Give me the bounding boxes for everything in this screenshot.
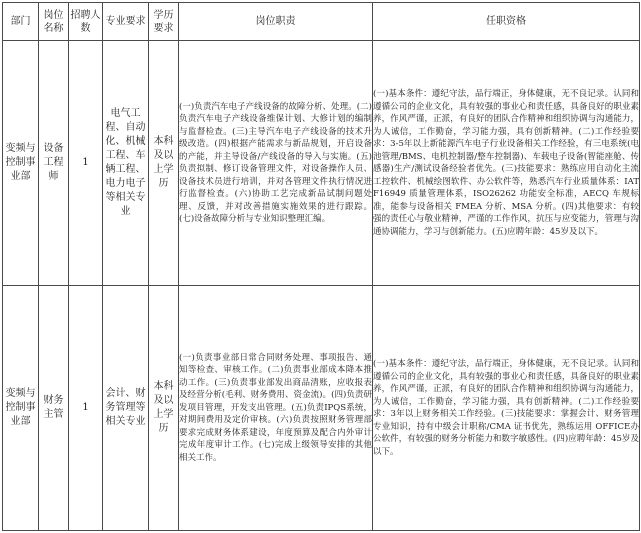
- header-requirements: 任职资格: [373, 3, 640, 41]
- cell-dept: 变频与控制事业部: [3, 41, 39, 286]
- cell-count: 1: [69, 286, 103, 531]
- cell-requirements: (一)基本条件：遵纪守法，品行端正，身体健康，无不良记录。认同和遵循公司的企业文化，具有较强的事业心和责任感，具备良好的职业素养，作风严谨，正派，有良好的团队合作精神和组织协调与沟通能力，为人诚信，工作勤奋，学习能力强，具有创新精神。(二)工作经验要求：3年以上财务相关工作经验。(三)技能要求：掌握会计、财务管理专业知识，持有中级会计职称/CMA 证书优先，熟练运用 OFFICE办公软件，有较强的财务分析能力和数字敏感性。(四)应聘年龄：45岁及以下。: [373, 286, 640, 531]
- cell-position: 财务主管: [39, 286, 69, 531]
- header-duties: 岗位职责: [179, 3, 373, 41]
- cell-duties: (一)负责汽车电子产线设备的故障分析、处理。(二)负责汽车电子产线设备维保计划、大修计划的编制与监督检查。(三)主导汽车电子产线设备的技术升级改造。(四)根据产能需求与新品规划，开启设备的产能，并主导设备/产线设备的导入与实施。(五)负责拟制、修订设备管理文件，对设备操作人员、设备技术员进行培训，并对各管理文件执行情况进行监督检查。(六)协助工艺完成新品试制问题处理、反馈，并对改善措施实施效果的进行跟踪。(七)设备故障分析与专业知识整理汇编。: [179, 41, 373, 286]
- cell-position: 设备工程师: [39, 41, 69, 286]
- header-row: [3, 3, 640, 41]
- cell-major: 电气工程、自动化、机械工程、车辆工程、电力电子等相关专业: [103, 41, 149, 286]
- cell-count: 1: [69, 41, 103, 286]
- header-count: 招聘人数: [69, 3, 103, 41]
- header-major: 专业要求: [103, 3, 149, 41]
- table-row: [3, 41, 640, 286]
- cell-duties: (一)负责事业部日常合同财务处理、事项报告、通知等检查、审核工作。(二)负责事业部成本降本推动工作。(三)负责事业部发出商品清账，应收报表及经营分析(毛利、财务费用、资金流)。(四)负责研发项目管理，开发支出管理。(五)负责IPQS系统，对期间费用及定价审核。(六)负责按照财务管理部要求完成财务体系建设，年度预算及配合内外审计完成年度审计工作。(七)完成上级领导安排的其他相关工作。: [179, 286, 373, 531]
- header-position: 岗位名称: [39, 3, 69, 41]
- cell-requirements: (一)基本条件：遵纪守法，品行端正，身体健康，无不良记录。认同和遵循公司的企业文化，具有较强的事业心和责任感，具备良好的职业素养，作风严谨，正派，有良好的团队合作精神和组织协调与沟通能力，为人诚信，工作勤奋，学习能力强，具有创新精神。(二)工作经验要求：3-5年以上新能源汽车电子行业设备相关工作经验，有三电系统(电池管理/BMS、电机控制器/整车控制器)、车载电子设备(智能座舱、传感器)生产/测试设备经验者优先。(三)技能要求：熟练应用自动化主流工控软件、机械绘图软件、办公软件等，熟悉汽车行业质量体系：IATF16949 质量管理体系，ISO26262 功能安全标准，AECQ 车规标准，能参与设备相关 FMEA 分析、MSA 分析。(四)其他要求：有较强的责任心与敬业精神，严谨的工作作风，抗压与应变能力，管理与沟通协调能力，学习与创新能力。(五)应聘年龄：45岁及以下。: [373, 41, 640, 286]
- cell-dept: 变频与控制事业部: [3, 286, 39, 531]
- header-dept: 部门: [3, 3, 39, 41]
- cell-major: 会计、财务管理等相关专业: [103, 286, 149, 531]
- cell-education: 本科及以上学历: [149, 286, 179, 531]
- table-row: [3, 286, 640, 531]
- cell-education: 本科及以上学历: [149, 41, 179, 286]
- header-education: 学历要求: [149, 3, 179, 41]
- recruitment-table: [2, 2, 640, 531]
